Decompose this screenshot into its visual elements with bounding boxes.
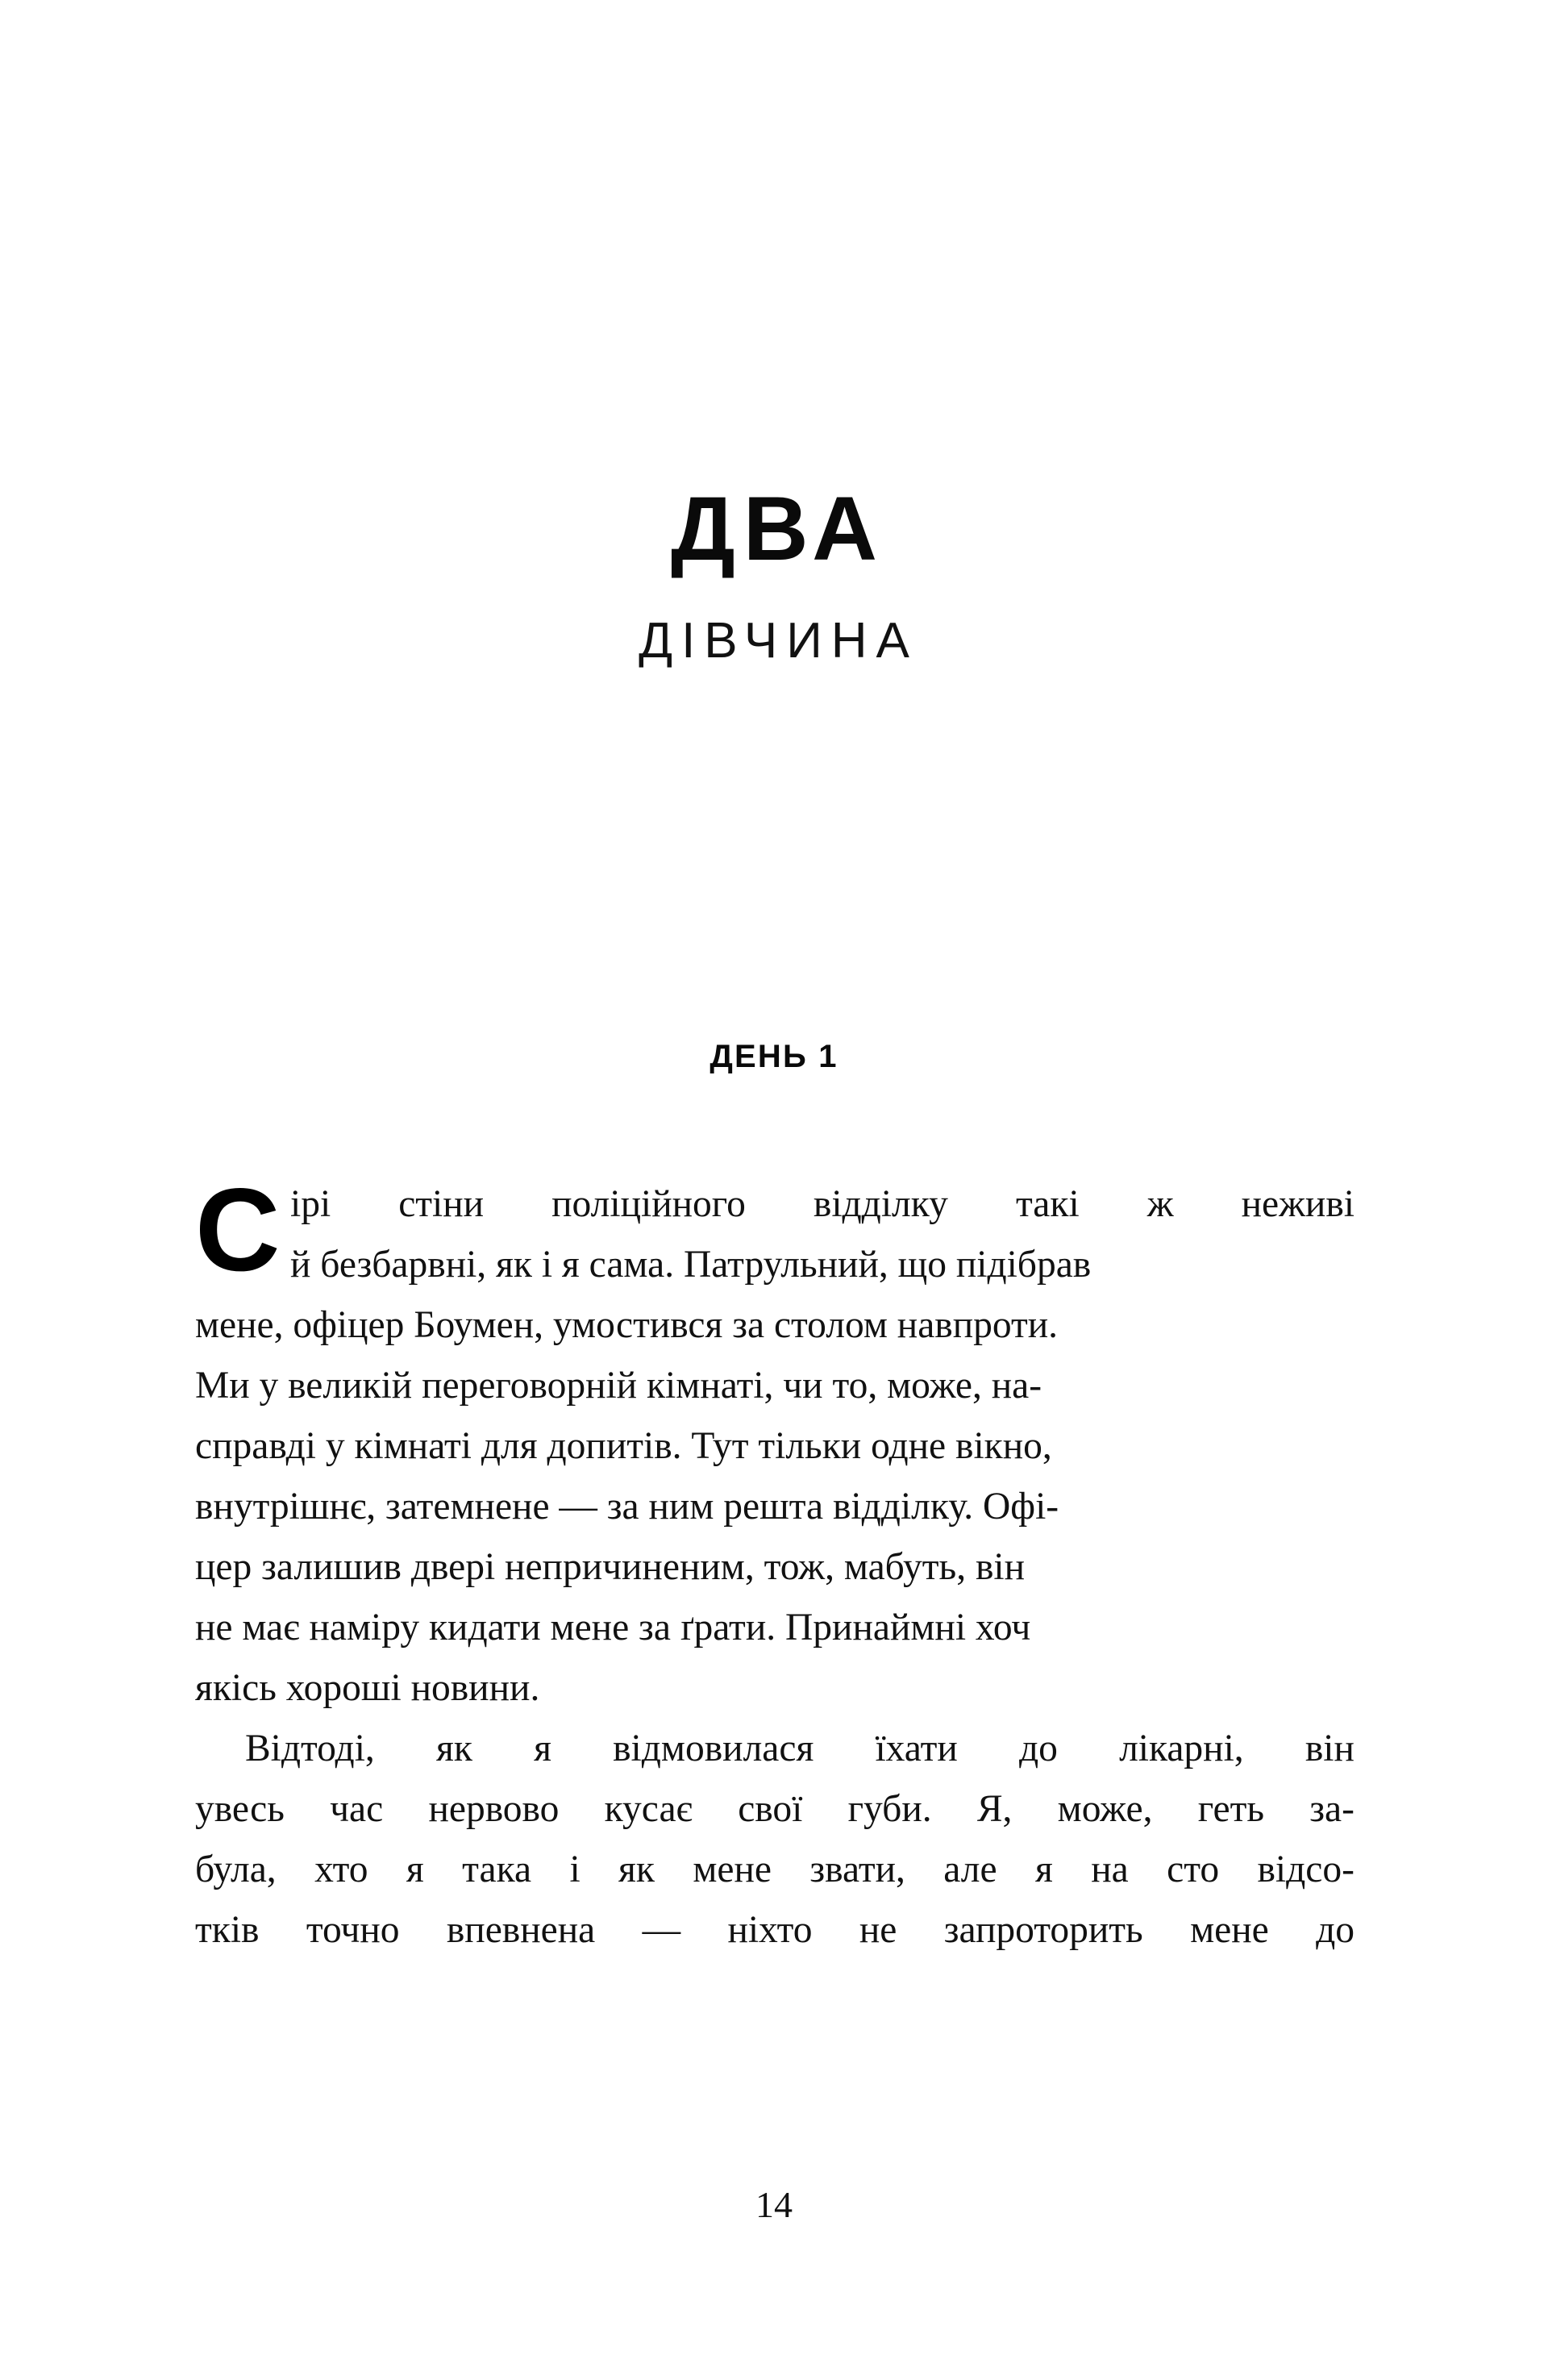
text-line: якісь хороші новини. bbox=[195, 1667, 540, 1709]
text-word: неживі bbox=[1241, 1183, 1354, 1225]
text-line bbox=[195, 1779, 1354, 1840]
text-line: мене, офіцер Боумен, умостився за столом навпроти. bbox=[195, 1304, 1059, 1346]
section-label-day: ДЕНЬ 1 bbox=[710, 1039, 838, 1074]
text-word: і bbox=[569, 1849, 580, 1890]
text-word: як bbox=[618, 1849, 655, 1890]
text-word: геть bbox=[1197, 1788, 1265, 1830]
text-line: справді у кімнаті для допитів. Тут тільки одне вікно, bbox=[195, 1425, 1052, 1467]
paragraph-list bbox=[195, 1164, 1354, 1961]
text-line: Ми у великій переговорній кімнаті, чи то, може, на- bbox=[195, 1365, 1042, 1407]
text-word: впевнена bbox=[446, 1909, 596, 1951]
text-word: до bbox=[1316, 1909, 1354, 1951]
text-word: Відтоді, bbox=[245, 1728, 375, 1769]
text-word: такі bbox=[1015, 1183, 1080, 1225]
text-word: увесь bbox=[195, 1788, 285, 1830]
chapter-heading-block bbox=[0, 478, 1548, 669]
text-word: хто bbox=[314, 1849, 368, 1890]
text-word: відділку bbox=[813, 1183, 948, 1225]
text-word: але bbox=[943, 1849, 997, 1890]
text-word: відсо- bbox=[1257, 1849, 1354, 1890]
text-word: як bbox=[435, 1728, 472, 1769]
text-word: кусає bbox=[604, 1788, 693, 1830]
text-word: до bbox=[1019, 1728, 1058, 1769]
drop-cap: С bbox=[195, 1164, 281, 1295]
text-line: внутрішнє, затемнене — за ним решта відділку. Офі- bbox=[195, 1486, 1059, 1528]
text-word: я bbox=[1034, 1849, 1053, 1890]
paragraph-text bbox=[195, 1719, 1354, 1961]
paragraph-text bbox=[195, 1164, 1354, 1719]
text-line: й безбарвні, як і я сама. Патрульний, що підібрав bbox=[290, 1244, 1092, 1286]
text-word: він bbox=[1305, 1728, 1354, 1769]
text-line bbox=[195, 1900, 1354, 1961]
text-word: нервово bbox=[428, 1788, 560, 1830]
text-word: точно bbox=[306, 1909, 400, 1951]
text-word: звати, bbox=[809, 1849, 905, 1890]
text-word: була, bbox=[195, 1849, 277, 1890]
text-word: відмовилася bbox=[613, 1728, 814, 1769]
text-word: стіни bbox=[398, 1183, 485, 1225]
text-word: мене bbox=[1190, 1909, 1269, 1951]
text-line: не має наміру кидати мене за ґрати. Принаймні хоч bbox=[195, 1607, 1031, 1648]
text-word: не bbox=[859, 1909, 897, 1951]
chapter-number: ДВА bbox=[671, 478, 885, 579]
text-word: тків bbox=[195, 1909, 260, 1951]
text-word: — bbox=[642, 1909, 681, 1951]
text-word: ж bbox=[1146, 1183, 1174, 1225]
text-word: лікарні, bbox=[1119, 1728, 1244, 1769]
text-word: така bbox=[462, 1849, 532, 1890]
paragraph bbox=[195, 1164, 1354, 1719]
text-word: може, bbox=[1057, 1788, 1153, 1830]
text-line bbox=[195, 1840, 1354, 1900]
paragraph bbox=[195, 1719, 1354, 1961]
text-word: Я, bbox=[976, 1788, 1013, 1830]
text-line bbox=[195, 1174, 1354, 1235]
text-word: запроторить bbox=[943, 1909, 1143, 1951]
text-word: їхати bbox=[875, 1728, 958, 1769]
chapter-title: ДІВЧИНА bbox=[639, 613, 918, 669]
text-word: я bbox=[406, 1849, 424, 1890]
text-word: мене bbox=[693, 1849, 772, 1890]
text-word: свої bbox=[738, 1788, 803, 1830]
text-word: ніхто bbox=[727, 1909, 813, 1951]
text-line: цер залишив двері непричиненим, тож, мабуть, він bbox=[195, 1546, 1025, 1588]
text-word: на bbox=[1091, 1849, 1129, 1890]
text-word: я bbox=[534, 1728, 551, 1769]
text-word: поліційного bbox=[551, 1183, 746, 1225]
text-line bbox=[195, 1719, 1354, 1779]
body-text-column bbox=[195, 1164, 1354, 1961]
text-word: за- bbox=[1309, 1788, 1354, 1830]
page-number: 14 bbox=[755, 2184, 793, 2225]
text-word: час bbox=[330, 1788, 384, 1830]
text-word: губи. bbox=[847, 1788, 932, 1830]
text-word: сто bbox=[1167, 1849, 1220, 1890]
text-word: ірі bbox=[290, 1183, 331, 1225]
